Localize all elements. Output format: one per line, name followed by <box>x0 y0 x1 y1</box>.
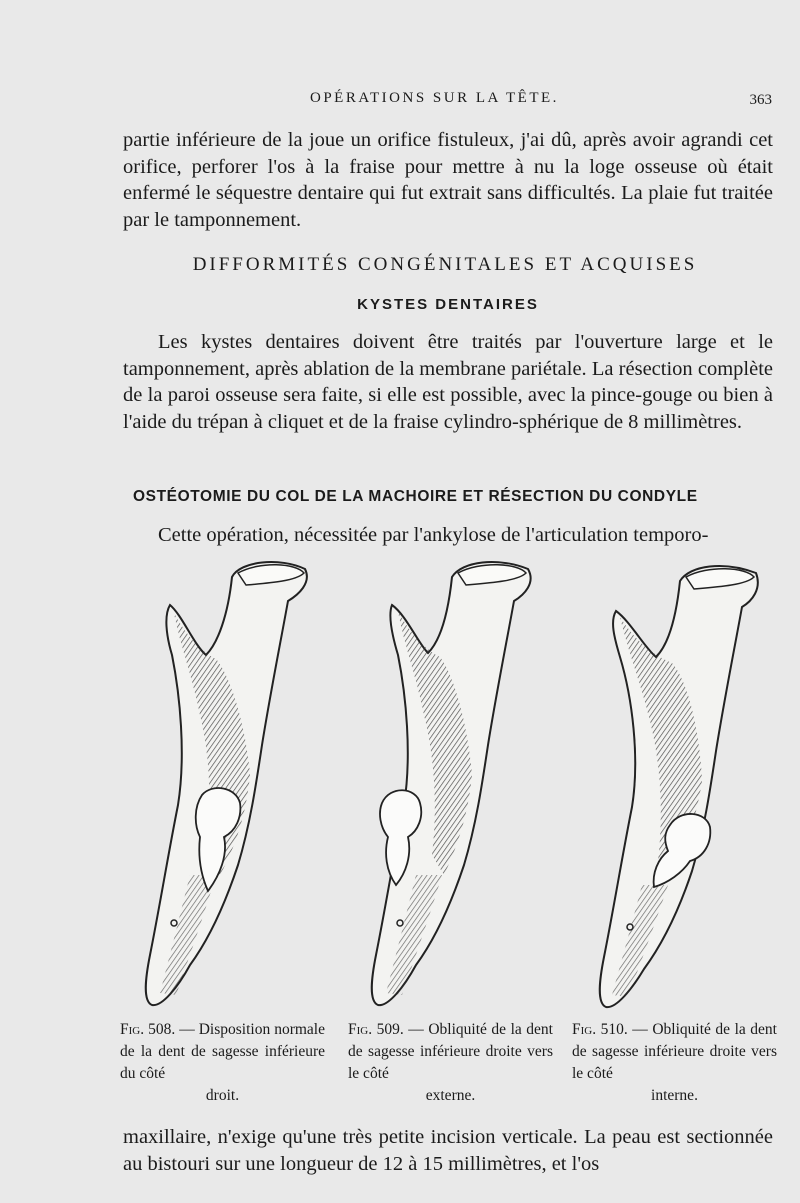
caption-last-line: droit. <box>205 1087 240 1104</box>
paragraph-incision: maxillaire, n'exige qu'une très petite incision verticale. La peau est sectionnée au bistouri sur une longueur de 12 à 15 millimètres, et l'os <box>123 1126 773 1175</box>
figure-label: Fig. 508. <box>120 1021 176 1038</box>
figures-row <box>120 555 780 1115</box>
paragraph-fistula: partie inférieure de la joue un orifice fistuleux, j'ai dû, après avoir agrandi cet orifice, perforer l'os à la fraise pour mettre à nu la loge osseuse où était enfermé le séquestre dentaire qui fut extrait sans difficultés. La plaie fut traitée par le tamponnement. <box>123 129 773 231</box>
mandible-illustration-508 <box>120 555 325 1015</box>
mandible-illustration-510 <box>572 555 777 1015</box>
mandible-illustration-509 <box>348 555 553 1015</box>
figure-label: Fig. 509. <box>348 1021 404 1038</box>
subheading-osteotomie: OSTÉOTOMIE DU COL DE LA MACHOIRE ET RÉSECTION DU CONDYLE <box>133 488 698 505</box>
figure-label: Fig. 510. <box>572 1021 628 1038</box>
section-heading: DIFFORMITÉS CONGÉNITALES ET ACQUISES <box>192 254 698 275</box>
paragraph-operation-intro: Cette opération, nécessitée par l'ankylose de l'articulation temporo- <box>158 524 709 546</box>
caption-text: — Obliquité de la dent de sagesse inférieure droite vers le côté <box>572 1021 777 1082</box>
caption-last-line: interne. <box>651 1087 698 1104</box>
subheading-kystes: KYSTES DENTAIRES <box>357 296 539 313</box>
running-head <box>0 90 800 114</box>
running-title: OPÉRATIONS SUR LA TÊTE. <box>310 90 559 106</box>
paragraph-kystes: Les kystes dentaires doivent être traités par l'ouverture large et le tamponnement, après ablation de la membrane pariétale. La résection complète de la paroi osseuse sera faite, si elle est possible, avec la pince-gouge ou bien à l'aide du trépan à cliquet et de la fraise cylindro-sphérique de 8 millimètres. <box>123 331 773 433</box>
figure-caption <box>348 1019 553 1107</box>
figure-caption <box>572 1019 777 1107</box>
figure-caption <box>120 1019 325 1107</box>
page-number: 363 <box>749 92 772 108</box>
caption-last-line: externe. <box>425 1087 476 1104</box>
caption-text: — Disposition normale de la dent de sagesse inférieure du côté <box>120 1021 325 1082</box>
caption-text: — Obliquité de la dent de sagesse inférieure droite vers le côté <box>348 1021 553 1082</box>
